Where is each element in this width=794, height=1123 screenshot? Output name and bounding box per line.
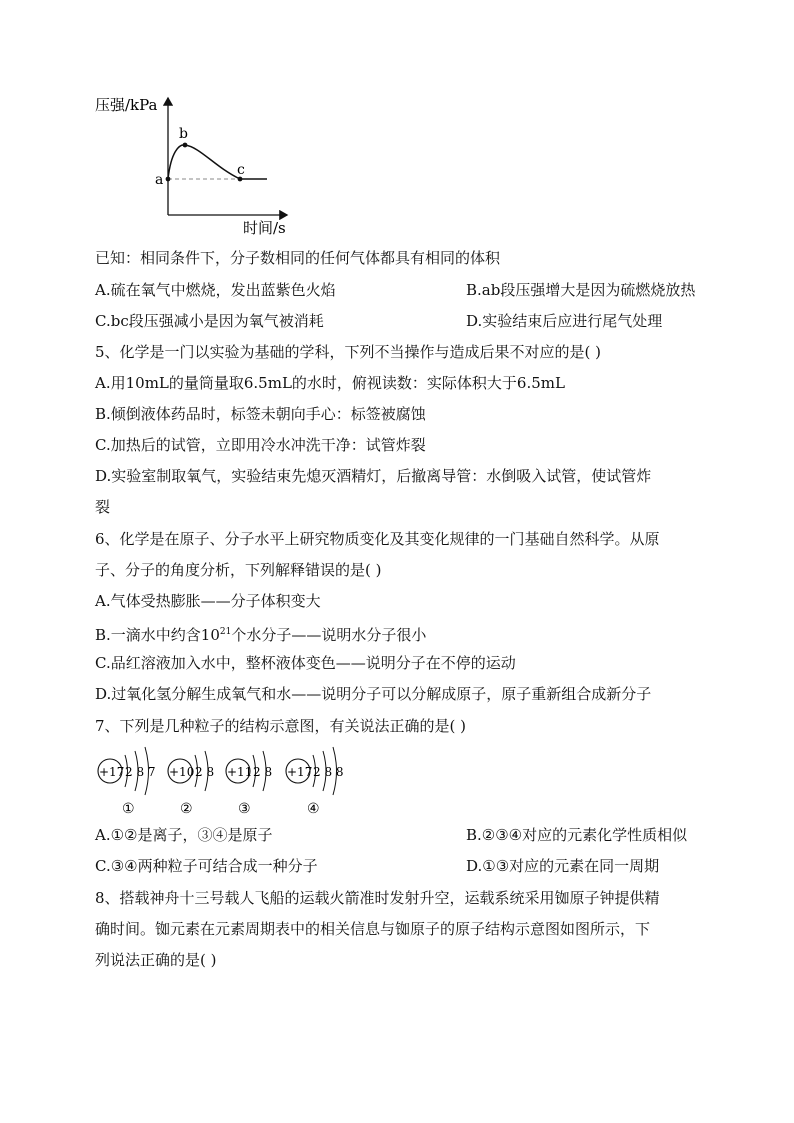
q7-stem: 7、下列是几种粒子的结构示意图，有关说法正确的是( ) <box>95 717 467 735</box>
y-axis-label: 压强/kPa <box>95 96 158 114</box>
q6-stem-line2: 子、分子的角度分析，下列解释错误的是( ) <box>95 561 382 579</box>
q7-options-row1 <box>95 824 688 846</box>
pressure-time-graph <box>95 92 300 242</box>
q6-option-a: A.气体受热膨胀——分子体积变大 <box>95 592 321 610</box>
particle-2-shells: 2 8 <box>195 765 215 779</box>
particle-4-diagram <box>286 747 344 817</box>
x-axis-label: 时间/s <box>243 219 286 237</box>
particle-3-shells: 2 8 <box>253 765 273 779</box>
point-a-dot <box>166 177 171 182</box>
particle-3-label: ③ <box>238 801 251 817</box>
q7-option-a: A.①②是离子，③④是原子 <box>95 826 273 844</box>
particle-2-label: ② <box>180 801 193 817</box>
q6-option-b-pre: B.一滴水中约含10 <box>95 626 220 644</box>
q4-option-d: D.实验结束后应进行尾气处理 <box>466 312 663 330</box>
q7-option-c: C.③④两种粒子可结合成一种分子 <box>95 857 318 875</box>
q4-options-row1 <box>95 279 696 301</box>
particle-3-diagram <box>226 751 272 817</box>
q7-option-b: B.②③④对应的元素化学性质相似 <box>466 826 688 844</box>
particle-1-label: ① <box>122 801 135 817</box>
q4-option-a: A.硫在氧气中燃烧，发出蓝紫色火焰 <box>95 281 336 299</box>
q6-option-b-exponent: 21 <box>219 627 232 637</box>
q5-option-b: B.倾倒液体药品时，标签未朝向手心：标签被腐蚀 <box>95 405 426 423</box>
q5-stem: 5、化学是一门以实验为基础的学科，下列不当操作与造成后果不对应的是( ) <box>95 343 602 361</box>
point-b-label: b <box>179 126 188 142</box>
q4-option-c: C.bc段压强减小是因为氧气被消耗 <box>95 312 324 330</box>
q5-option-a: A.用10mL的量筒量取6.5mL的水时，俯视读数：实际体积大于6.5mL <box>95 374 565 392</box>
particle-1-shells: 2 8 7 <box>125 765 156 779</box>
particle-4-nucleus: +17 <box>287 765 313 779</box>
q5-option-d-line1: D.实验室制取氧气，实验结束先熄灭酒精灯，后撤离导管：水倒吸入试管，使试管炸 <box>95 467 652 485</box>
particle-1-diagram <box>98 747 156 817</box>
q8-stem-line3: 列说法正确的是( ) <box>95 951 217 969</box>
point-b-dot <box>183 143 188 148</box>
q7-options-row2 <box>95 855 660 877</box>
particle-structure-diagrams <box>92 745 362 817</box>
particle-4-label: ④ <box>307 801 320 817</box>
q6-option-b <box>95 621 426 646</box>
point-c-label: c <box>237 162 245 178</box>
particle-3-nucleus: +11 <box>227 765 253 779</box>
q8-stem-line1: 8、搭载神舟十三号载人飞船的运载火箭准时发射升空，运载系统采用铷原子钟提供精 <box>95 889 660 907</box>
q6-option-b-post: 个水分子——说明水分子很小 <box>231 626 427 644</box>
q7-option-d: D.①③对应的元素在同一周期 <box>466 857 660 875</box>
q6-option-d: D.过氧化氢分解生成氧气和水——说明分子可以分解成原子，原子重新组合成新分子 <box>95 685 652 703</box>
q6-stem-line1: 6、化学是在原子、分子水平上研究物质变化及其变化规律的一门基础自然科学。从原 <box>95 530 660 548</box>
q4-options-row2 <box>95 310 663 332</box>
q6-option-c: C.品红溶液加入水中，整杯液体变色——说明分子在不停的运动 <box>95 654 516 672</box>
q5-option-c: C.加热后的试管，立即用冷水冲洗干净：试管炸裂 <box>95 436 426 454</box>
pressure-curve <box>168 145 267 179</box>
point-a-label: a <box>155 172 164 188</box>
particle-4-shells: 2 8 8 <box>313 765 344 779</box>
particle-1-nucleus: +17 <box>99 765 125 779</box>
q4-option-b: B.ab段压强增大是因为硫燃烧放热 <box>466 281 696 299</box>
particle-2-diagram <box>168 751 214 817</box>
q8-stem-line2: 确时间。铷元素在元素周期表中的相关信息与铷原子的原子结构示意图如图所示，下 <box>95 920 651 938</box>
q4-note: 已知：相同条件下，分子数相同的任何气体都具有相同的体积 <box>95 249 501 267</box>
q5-option-d-line2: 裂 <box>95 498 111 516</box>
particle-2-nucleus: +10 <box>169 765 195 779</box>
